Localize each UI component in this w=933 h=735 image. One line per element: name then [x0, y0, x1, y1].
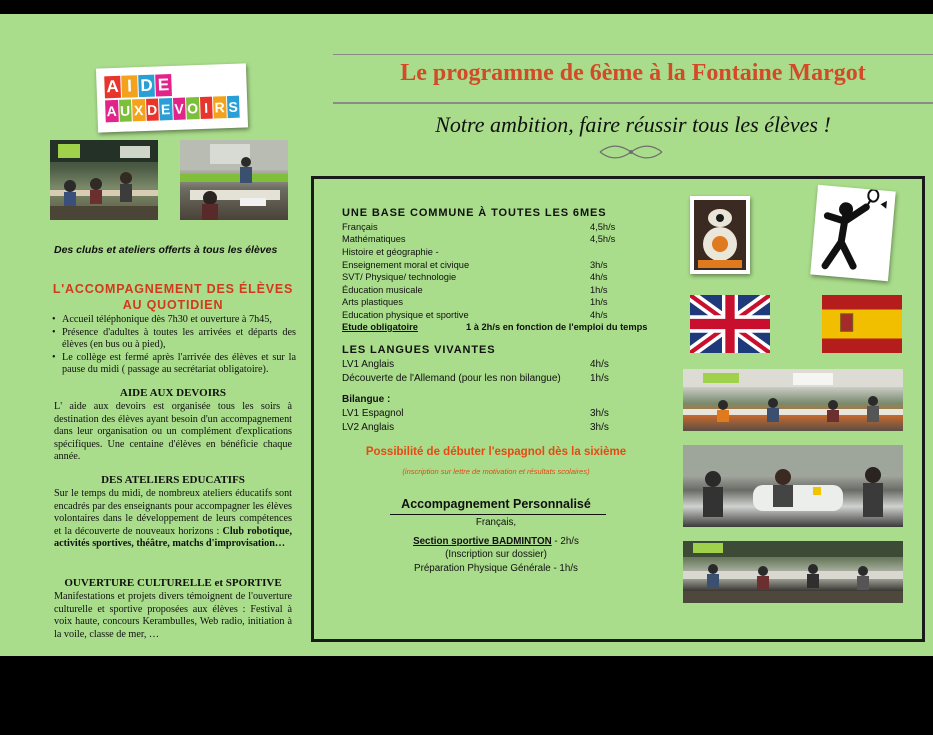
uk-flag-icon [690, 295, 770, 353]
list-item: • Accueil téléphonique dès 7h30 et ouverture à 7h45, [50, 314, 296, 327]
logo-letter: I [199, 97, 212, 119]
subject-name: Éducation musicale [342, 285, 423, 295]
langue-name: LV1 Anglais [342, 359, 395, 370]
ateliers-highlight: Club robotique, activités sportives, théâtre, matchs d'improvisation… [54, 525, 292, 549]
heading-underline [390, 514, 606, 515]
subject-name: Histoire et géographie - [342, 247, 439, 257]
subject-hours: 3h/s [590, 260, 608, 270]
badminton-hours: - 2h/s [551, 536, 579, 547]
ouverture-heading: OUVERTURE CULTURELLE et SPORTIVE [64, 577, 282, 589]
classroom-photo-1 [50, 140, 158, 220]
espagnol-highlight: Possibilité de débuter l'espagnol dès la sixième [365, 446, 627, 458]
subject-hours: 4h/s [590, 272, 608, 282]
aide-devoirs-text: L' aide aux devoirs est organisée tous les soirs à destination des élèves ayant besoin d'un accompagnement dans leur organisation ou un complément d'explications spécifiques. Une centaine d'élèves en bénéficie chaque année. [54, 401, 292, 462]
ateliers-body: Sur le temps du midi, de nombreux ateliers éducatifs sont encadrés par des enseignants pour accompagner les élèves volontaires dans le développement de leurs compétences et la découverte de nouveaux horizons : [54, 488, 292, 537]
classroom-photo-2 [180, 140, 288, 220]
badminton-note: (Inscription sur dossier) [445, 549, 547, 560]
brochure-page [0, 14, 933, 656]
subject-name: Mathématiques [342, 234, 406, 244]
logo-letter: E [159, 98, 172, 120]
subject-hours: 1h/s [590, 285, 608, 295]
langues-heading: LES LANGUES VIVANTES [342, 344, 496, 356]
aide-aux-devoirs-logo [96, 63, 248, 132]
list-item: • Présence d'adultes à toutes les arrivées et départs des élèves (en bus ou à pied), [50, 327, 296, 352]
page-subtitle: Notre ambition, faire réussir tous les élèves ! [435, 112, 831, 137]
ppg-line: Préparation Physique Générale - 1h/s [414, 563, 578, 574]
logo-letter: S [226, 96, 239, 118]
aide-devoirs-heading: AIDE AUX DEVOIRS [119, 387, 227, 399]
logo-row-1 [104, 74, 173, 98]
classroom-photo-3 [683, 369, 903, 431]
accompagnement-subject: Français, [475, 517, 517, 528]
spain-flag-icon [822, 295, 902, 353]
langue-hours: 4h/s [590, 359, 609, 370]
badminton-label: Section sportive BADMINTON [413, 536, 552, 547]
accompagnement-personnalise-heading: Accompagnement Personnalisé [401, 497, 591, 511]
page-title: Le programme de 6ème à la Fontaine Margot [400, 60, 866, 86]
subject-hours: 4,5h/s [590, 234, 616, 244]
etude-label: Etude obligatoire [342, 322, 418, 332]
ouverture-text: Manifestations et projets divers témoignent de l'ouverture culturelle et sportive proposées aux élèves : Festival à voix haute, concours Kerambulles, Web radio, initiation à la voile, classe de mer, … [54, 591, 292, 640]
logo-letter: E [155, 74, 172, 97]
clubs-caption: Des clubs et ateliers offerts à tous les élèves [54, 244, 278, 256]
langue-name: Découverte de l'Allemand (pour les non bilangue) [342, 373, 561, 384]
ateliers-heading: DES ATELIERS EDUCATIFS [101, 474, 245, 486]
ornament-icon [598, 144, 664, 160]
logo-letter: A [104, 76, 121, 99]
ateliers-text [54, 488, 292, 551]
logo-letter: U [119, 99, 132, 121]
logo-letter: D [138, 75, 155, 98]
bilangue-hours: 3h/s [590, 422, 609, 433]
badminton-player-image [810, 185, 896, 281]
logo-letter: A [105, 100, 118, 122]
accompagnement-list [50, 314, 296, 377]
accompagnement-title: L'ACCOMPAGNEMENT DES ÉLÈVES AU QUOTIDIEN [52, 282, 294, 312]
logo-letter: R [213, 96, 226, 118]
langue-hours: 1h/s [590, 373, 609, 384]
subject-hours: 4h/s [590, 310, 608, 320]
list-item: • Le collège est fermé après l'arrivée des élèves et sur la pause du midi ( passage au secrétariat obligatoire). [50, 352, 296, 377]
robot-photo [690, 196, 750, 274]
bilangue-heading: Bilangue : [342, 394, 391, 405]
espagnol-note: (inscription sur lettre de motivation et résultats scolaires) [402, 467, 590, 476]
logo-letter: I [121, 75, 138, 98]
badminton-line [311, 536, 681, 547]
subject-name: Education physique et sportive [342, 310, 469, 320]
logo-row-2 [105, 96, 241, 123]
etude-note: 1 à 2h/s en fonction de l'emploi du temps [466, 322, 648, 332]
header-divider-top [333, 54, 933, 55]
header-divider-bottom [333, 102, 933, 104]
logo-letter: V [172, 98, 185, 120]
subject-name: Enseignement moral et civique [342, 260, 470, 270]
logo-letter: D [146, 98, 159, 120]
logo-letter: X [132, 99, 145, 121]
classroom-photo-4 [683, 541, 903, 603]
subject-name: Arts plastiques [342, 297, 403, 307]
bilangue-name: LV1 Espagnol [342, 408, 404, 419]
subject-name: Français [342, 222, 378, 232]
subject-hours: 4,5h/s [590, 222, 616, 232]
bilangue-name: LV2 Anglais [342, 422, 395, 433]
subject-hours: 1h/s [590, 297, 608, 307]
logo-letter: O [186, 97, 199, 119]
bilangue-hours: 3h/s [590, 408, 609, 419]
socle-heading: UNE BASE COMMUNE À TOUTES LES 6MES [342, 207, 607, 219]
subject-name: SVT/ Physique/ technologie [342, 272, 457, 282]
web-radio-photo [683, 445, 903, 527]
